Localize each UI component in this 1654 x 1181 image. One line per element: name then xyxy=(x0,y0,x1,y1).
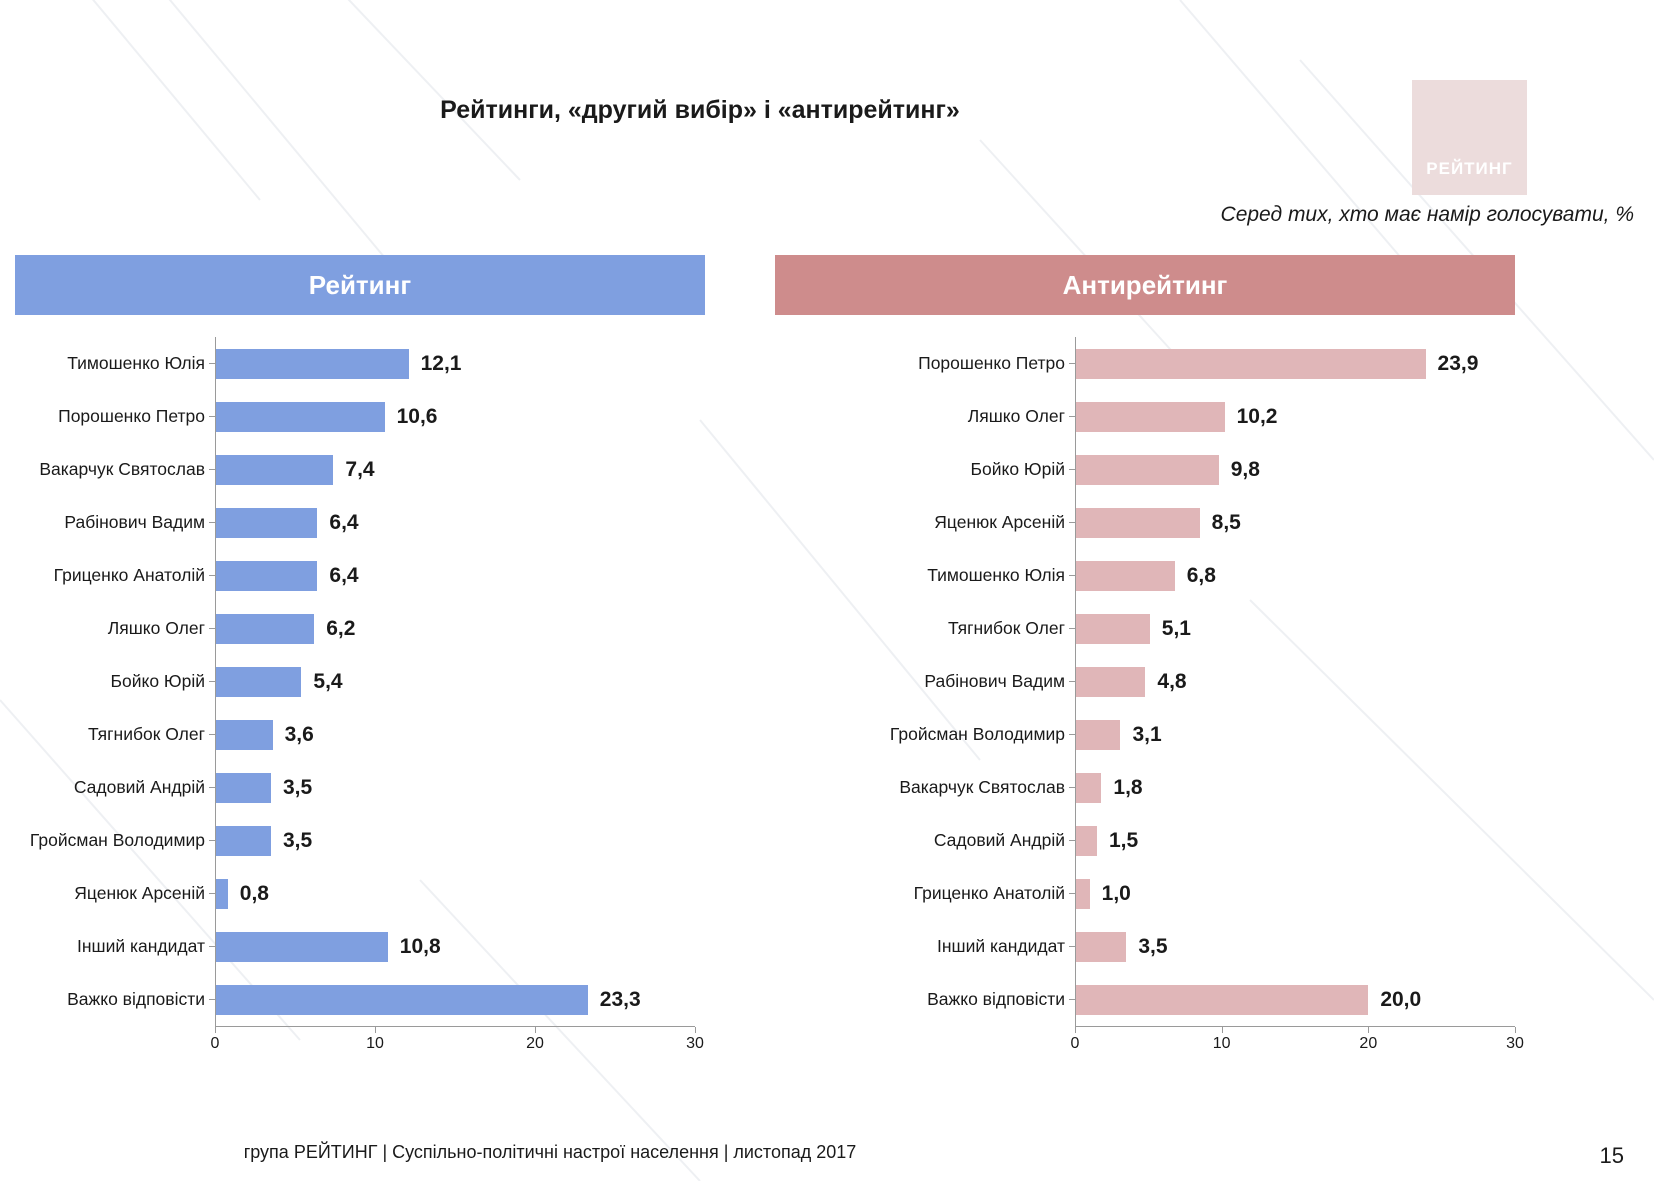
bar-value-label: 12,1 xyxy=(420,351,462,375)
bar-track xyxy=(215,867,705,920)
bar-track xyxy=(215,549,705,602)
bar-row xyxy=(775,973,1515,1026)
bar-row xyxy=(775,496,1515,549)
page-number: 15 xyxy=(1599,1143,1624,1168)
bar-value-label: 23,3 xyxy=(599,987,641,1011)
bar-track xyxy=(215,496,705,549)
bar-value-label: 1,5 xyxy=(1109,828,1139,852)
chart-subtitle: Серед тих, хто має намір голосувати, % xyxy=(1220,203,1634,226)
bar xyxy=(215,667,301,697)
x-axis-tick xyxy=(215,1027,216,1033)
bar xyxy=(1075,773,1101,803)
bar-value-label: 0,8 xyxy=(239,881,269,905)
bar-value-label: 10,8 xyxy=(399,934,441,958)
bar-category-label: Тимошенко Юлія xyxy=(67,353,205,373)
bar-row xyxy=(775,390,1515,443)
bar-value-label: 6,4 xyxy=(329,563,359,587)
bar-category-label: Вакарчук Святослав xyxy=(39,459,205,479)
chart-panel-rating xyxy=(15,255,705,1061)
x-axis-tick xyxy=(1368,1027,1369,1033)
bar-category-label: Гройсман Володимир xyxy=(889,724,1065,744)
bar-rows-rating xyxy=(15,337,705,1026)
bar-category-label: Гриценко Анатолій xyxy=(913,883,1065,903)
bar-track xyxy=(1075,761,1515,814)
y-axis-line xyxy=(1075,337,1076,1026)
bar-row xyxy=(775,867,1515,920)
bar-value-label: 8,5 xyxy=(1211,510,1241,534)
bar-track xyxy=(1075,708,1515,761)
bar xyxy=(1075,614,1150,644)
bar-category-label: Порошенко Петро xyxy=(58,406,205,426)
x-axis-tick xyxy=(375,1027,376,1033)
bar-track xyxy=(1075,496,1515,549)
bar xyxy=(1075,826,1097,856)
bar-value-label: 3,1 xyxy=(1132,722,1162,746)
bar-track xyxy=(215,920,705,973)
bar-row xyxy=(15,549,705,602)
bar-row xyxy=(775,761,1515,814)
bar xyxy=(1075,349,1426,379)
bar xyxy=(215,508,317,538)
bar-chart-antirating xyxy=(775,337,1524,1061)
bar xyxy=(215,561,317,591)
bar-category-label: Порошенко Петро xyxy=(918,353,1065,373)
bar-row xyxy=(775,337,1515,390)
rating-logo xyxy=(1412,80,1527,195)
x-axis-tick-label: 30 xyxy=(686,1035,704,1052)
bar-track xyxy=(215,443,705,496)
bar-track xyxy=(215,814,705,867)
bar-track xyxy=(215,973,705,1026)
x-axis-antirating xyxy=(1070,1026,1524,1061)
bar xyxy=(1075,561,1175,591)
bar-value-label: 1,8 xyxy=(1113,775,1143,799)
bar-track xyxy=(1075,549,1515,602)
bar xyxy=(215,932,388,962)
footer-note: група РЕЙТИНГ | Суспільно-політичні настрої населення | листопад 2017 xyxy=(243,1142,857,1162)
bar xyxy=(215,985,588,1015)
x-axis-rating xyxy=(210,1026,704,1061)
x-axis-tick-label: 20 xyxy=(1359,1035,1378,1052)
bar-value-label: 6,2 xyxy=(326,616,356,640)
bar-rows-antirating xyxy=(775,337,1515,1026)
x-axis-tick-label: 30 xyxy=(1506,1035,1524,1052)
bar-row xyxy=(15,761,705,814)
bar-track xyxy=(1075,973,1515,1026)
logo-label: РЕЙТИНГ xyxy=(1426,159,1513,178)
bar xyxy=(215,349,409,379)
bar-row xyxy=(15,390,705,443)
x-axis-tick xyxy=(535,1027,536,1033)
bar xyxy=(1075,455,1219,485)
bar-value-label: 6,8 xyxy=(1186,563,1216,587)
bar-category-label: Гройсман Володимир xyxy=(29,830,205,850)
bar-row xyxy=(15,655,705,708)
bar-category-label: Бойко Юрій xyxy=(110,671,205,691)
x-axis-tick-label: 20 xyxy=(526,1035,544,1052)
bar-value-label: 23,9 xyxy=(1437,351,1479,375)
bar-chart-rating xyxy=(15,337,705,1061)
bar-value-label: 7,4 xyxy=(345,457,375,481)
bar xyxy=(215,455,333,485)
bar xyxy=(215,402,385,432)
bar-track xyxy=(1075,920,1515,973)
bar-category-label: Тягнибок Олег xyxy=(87,724,205,744)
chart-title-antirating: Антирейтинг xyxy=(775,255,1515,315)
bar-row xyxy=(775,549,1515,602)
bar xyxy=(1075,508,1200,538)
x-axis-tick xyxy=(1075,1027,1076,1033)
bar-track xyxy=(1075,443,1515,496)
x-axis-tick xyxy=(1515,1027,1516,1033)
bar xyxy=(1075,932,1126,962)
bar-category-label: Інший кандидат xyxy=(77,936,205,956)
bar xyxy=(215,720,273,750)
y-axis-line xyxy=(215,337,216,1026)
bar-row xyxy=(775,443,1515,496)
x-axis-tick-label: 10 xyxy=(366,1035,384,1052)
bar-row xyxy=(775,655,1515,708)
bar-category-label: Інший кандидат xyxy=(937,936,1065,956)
bar-category-label: Вакарчук Святослав xyxy=(899,777,1065,797)
bar-category-label: Яценюк Арсеній xyxy=(934,512,1065,532)
bar-category-label: Рабінович Вадим xyxy=(924,671,1065,691)
bar-track xyxy=(215,761,705,814)
x-axis-tick-label: 0 xyxy=(210,1035,220,1052)
bar-row xyxy=(15,920,705,973)
bar-category-label: Садовий Андрій xyxy=(73,777,205,797)
bar-category-label: Яценюк Арсеній xyxy=(74,883,205,903)
bar-value-label: 6,4 xyxy=(329,510,359,534)
bar-track xyxy=(215,708,705,761)
bar xyxy=(215,826,271,856)
bar-row xyxy=(15,443,705,496)
bar-value-label: 20,0 xyxy=(1380,987,1422,1011)
bar-category-label: Бойко Юрій xyxy=(970,459,1065,479)
chart-title-rating: Рейтинг xyxy=(15,255,705,315)
bar-track xyxy=(1075,337,1515,390)
bar-row xyxy=(775,920,1515,973)
bar-category-label: Гриценко Анатолій xyxy=(53,565,205,585)
bar-track xyxy=(215,337,705,390)
bar xyxy=(1075,879,1090,909)
bar-track xyxy=(1075,655,1515,708)
bar-row xyxy=(15,708,705,761)
bar xyxy=(1075,667,1145,697)
bar-value-label: 3,5 xyxy=(1138,934,1168,958)
bar-value-label: 3,6 xyxy=(284,722,314,746)
bar-value-label: 3,5 xyxy=(283,775,313,799)
bar-row xyxy=(775,708,1515,761)
bar-row xyxy=(15,814,705,867)
chart-panel-antirating xyxy=(775,255,1524,1061)
bar-category-label: Садовий Андрій xyxy=(933,830,1065,850)
bar-value-label: 4,8 xyxy=(1157,669,1187,693)
bar-track xyxy=(1075,814,1515,867)
bar-category-label: Ляшко Олег xyxy=(967,406,1065,426)
bar-category-label: Тягнибок Олег xyxy=(947,618,1065,638)
bar-category-label: Важко відповісти xyxy=(927,989,1065,1009)
bar xyxy=(215,773,271,803)
bar-category-label: Тимошенко Юлія xyxy=(927,565,1065,585)
bar-row xyxy=(775,814,1515,867)
bar-track xyxy=(215,602,705,655)
bar-value-label: 10,2 xyxy=(1236,404,1278,428)
page-title: Рейтинги, «другий вибір» і «антирейтинг» xyxy=(440,96,960,124)
bar-row xyxy=(15,973,705,1026)
bar-value-label: 1,0 xyxy=(1101,881,1131,905)
bar-value-label: 5,1 xyxy=(1161,616,1191,640)
bar-category-label: Рабінович Вадим xyxy=(64,512,205,532)
bar xyxy=(1075,402,1225,432)
bar-category-label: Важко відповісти xyxy=(67,989,205,1009)
bar-row xyxy=(15,602,705,655)
bar-track xyxy=(215,390,705,443)
bar-track xyxy=(1075,867,1515,920)
bar-value-label: 3,5 xyxy=(283,828,313,852)
bar xyxy=(1075,720,1120,750)
bar-row xyxy=(15,337,705,390)
x-axis-tick-label: 0 xyxy=(1070,1035,1080,1052)
bar-value-label: 10,6 xyxy=(396,404,438,428)
bar-value-label: 9,8 xyxy=(1230,457,1260,481)
bar-row xyxy=(15,496,705,549)
bar-category-label: Ляшко Олег xyxy=(107,618,205,638)
x-axis-tick-label: 10 xyxy=(1212,1035,1231,1052)
x-axis-tick xyxy=(1222,1027,1223,1033)
bar xyxy=(215,614,314,644)
x-axis-tick xyxy=(695,1027,696,1033)
bar-track xyxy=(1075,390,1515,443)
bar-track xyxy=(215,655,705,708)
bar-row xyxy=(775,602,1515,655)
bar xyxy=(1075,985,1368,1015)
bar xyxy=(215,879,228,909)
bar-track xyxy=(1075,602,1515,655)
bar-row xyxy=(15,867,705,920)
bar-value-label: 5,4 xyxy=(313,669,343,693)
